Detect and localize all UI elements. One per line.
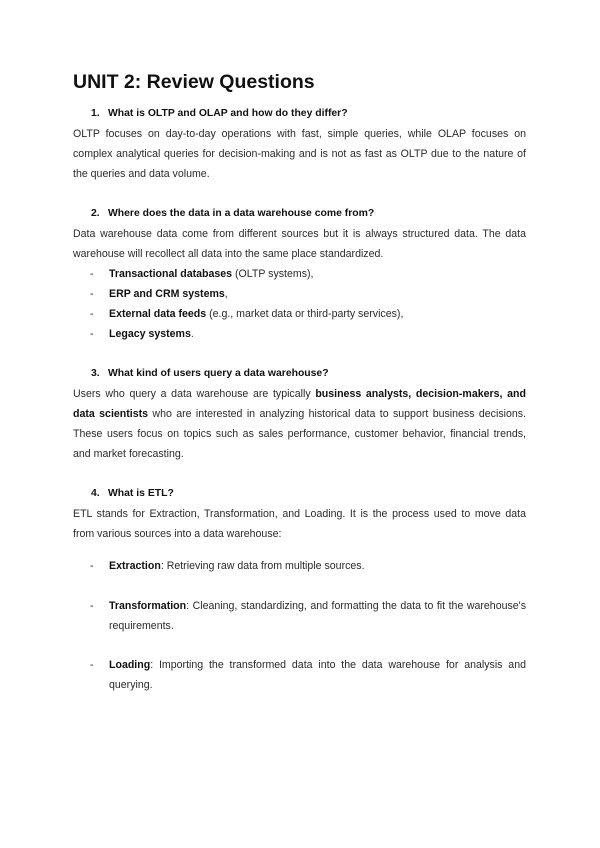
bullet-term: Transactional databases	[109, 268, 233, 280]
bullet-rest: : Importing the transformed data into the data warehouse for analysis and querying.	[109, 659, 526, 691]
dash-bullet: -	[90, 268, 94, 280]
question-4-heading	[91, 488, 174, 499]
bullet-rest: ,	[224, 288, 228, 300]
question-1-heading	[91, 108, 348, 119]
answer-4-paragraph: ETL stands for Extraction, Transformation, and Loading. It is the process used to move data from various sources into a data warehouse:	[73, 508, 526, 540]
question-number: 3.	[91, 368, 100, 379]
dash-bullet: -	[90, 659, 94, 671]
question-2-heading	[91, 208, 374, 219]
dash-bullet: -	[90, 288, 94, 300]
question-text: Where does the data in a data warehouse come from?	[108, 208, 375, 219]
answer-1-paragraph: OLTP focuses on day-to-day operations with fast, simple queries, while OLAP focuses on complex analytical queries for decision-making and is not as fast as OLTP due to the nature of the queries and data volume.	[73, 128, 526, 180]
question-number: 2.	[91, 208, 100, 219]
answer-emphasis: business analysts, decision-makers, and data scientists	[73, 388, 526, 420]
bullet-term: Extraction	[109, 560, 161, 572]
answer-2-paragraph: Data warehouse data come from different sources but it is always structured data. The data warehouse will recollect all data into the same place standardized.	[73, 228, 526, 260]
list-item	[90, 556, 526, 576]
list-item	[90, 324, 526, 344]
question-3-heading	[91, 368, 329, 379]
dash-bullet: -	[90, 560, 94, 572]
bullet-term: Legacy systems	[109, 328, 191, 340]
list-item	[90, 304, 526, 324]
bullet-term: Loading	[109, 659, 151, 671]
dash-bullet: -	[90, 600, 94, 612]
question-number: 4.	[91, 488, 100, 499]
dash-bullet: -	[90, 328, 94, 340]
list-item	[90, 284, 526, 304]
bullet-term: Transformation	[109, 600, 187, 612]
bullet-rest: : Cleaning, standardizing, and formatting the data to fit the warehouse's requirements.	[109, 600, 526, 632]
question-text: What kind of users query a data warehouse?	[108, 368, 329, 379]
answer-text: who are interested in analyzing historical data to support business decisions. These users focus on topics such as sales performance, customer behavior, financial trends, and market forecasting.	[73, 408, 526, 460]
page-title: UNIT 2: Review Questions	[73, 71, 315, 93]
question-text: What is OLTP and OLAP and how do they differ?	[108, 108, 348, 119]
bullet-rest: (OLTP systems),	[232, 268, 314, 280]
bullet-term: External data feeds	[109, 308, 207, 320]
question-number: 1.	[91, 108, 100, 119]
dash-bullet: -	[90, 308, 94, 320]
list-item	[90, 264, 526, 284]
answer-text: Users who query a data warehouse are typically	[73, 388, 316, 400]
bullet-rest: : Retrieving raw data from multiple sources.	[160, 560, 365, 572]
list-item	[90, 655, 526, 695]
bullet-rest: .	[190, 328, 194, 340]
question-text: What is ETL?	[108, 488, 174, 499]
bullet-term: ERP and CRM systems	[109, 288, 225, 300]
bullet-rest: (e.g., market data or third-party services),	[206, 308, 404, 320]
answer-3-paragraph	[73, 384, 526, 464]
list-item	[90, 596, 526, 636]
